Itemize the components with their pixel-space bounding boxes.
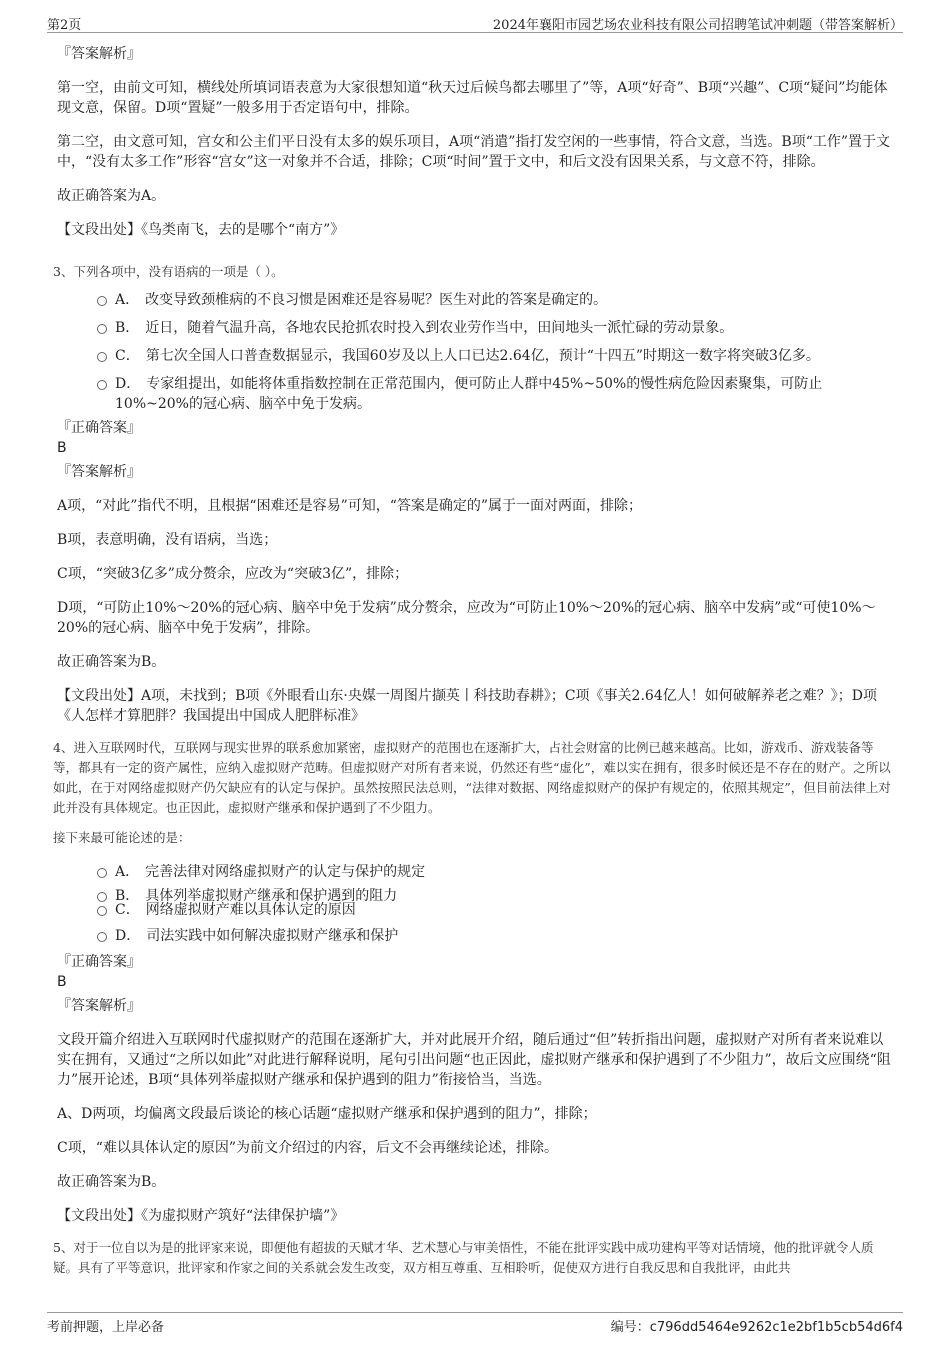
- q2-analysis-p1: 第一空，由前文可知，横线处所填词语表意为大家很想知道“秋天过后候鸟都去哪里了”等，A项“好奇”、B项“兴趣”、C项“疑问”均能体现文意，保留。D项“置疑”一般多用于否定语句中，排除。: [57, 80, 888, 116]
- q3-analysis-a: A项，“对此”指代不明，且根据“困难还是容易”可知，“答案是确定的”属于一面对两面，排除；: [57, 498, 643, 514]
- radio-icon[interactable]: [97, 380, 107, 390]
- q4-analysis-label: 『答案解析』: [57, 998, 141, 1014]
- q3-analysis-c: C项，“突破3亿多”成分赘余，应改为“突破3亿”，排除；: [57, 566, 409, 582]
- q5-question: 5、对于一位自以为是的批评家来说，即便他有超拔的天赋才华、艺术慧心与审美悟性，不能在批评实践中成功建构平等对话情境，他的批评就令人质疑。具有了平等意识，批评家和作家之间的关系就会发生改变，双方相互尊重、互相聆听，促使双方进行自我反思和自我批评，由此共: [53, 1240, 874, 1275]
- q4-source: 【文段出处】《为虚拟财产筑好“法律保护墙”》: [57, 1208, 345, 1224]
- q4-answer-label: 『正确答案』: [57, 954, 141, 970]
- q3-analysis-b: B项，表意明确，没有语病，当选；: [57, 532, 278, 548]
- q4-analysis-main: 文段开篇介绍进入互联网时代虚拟财产的范围在逐渐扩大，并对此展开介绍，随后通过“但”转折指出问题，虚拟财产对所有者来说难以实在拥有，又通过“之所以如此”对此进行解释说明，尾句引出问题“也正因此，虚拟财产继承和保护遇到了不少阻力”，故后文应围绕“阻力”展开论述，B项“具体列举虚拟财产继承和保护遇到的阻力”衔接恰当，当选。: [57, 1032, 891, 1088]
- option-letter: B．: [115, 320, 140, 336]
- page-footer: [47, 1312, 903, 1335]
- q2-conclusion: 故正确答案为A。: [57, 188, 166, 204]
- option-letter: C．: [115, 348, 140, 364]
- q3-options: [95, 290, 893, 414]
- q4-option-d[interactable]: [95, 926, 893, 946]
- q4-analysis-c: C项，“难以具体认定的原因”为前文介绍过的内容，后文不会再继续论述，排除。: [57, 1140, 559, 1156]
- option-text: 具体列举虚拟财产继承和保护遇到的阻力: [145, 888, 398, 904]
- option-text: 司法实践中如何解决虚拟财产继承和保护: [146, 928, 399, 944]
- radio-icon[interactable]: [97, 906, 107, 916]
- q4-question: 4、进入互联网时代，互联网与现实世界的联系愈加紧密，虚拟财产的范围也在逐渐扩大，占社会财富的比例已越来越高。比如，游戏币、游戏装备等等，都具有一定的资产属性，应纳入虚拟财产范畴。但虚拟财产对所有者来说，仍然还有些“虚化”，难以实在拥有，很多时候还是不存在的财产。之所以如此，在于对网络虚拟财产仍欠缺应有的认定与保护。虽然按照民法总则，“法律对数据、网络虚拟财产的保护有规定的，依照其规定”，但目前法律上对此并没有具体规定。也正因此，虚拟财产继承和保护遇到了不少阻力。: [53, 740, 891, 815]
- option-text: 第七次全国人口普查数据显示，我国60岁及以上人口已达2.64亿，预计“十四五”时期这一数字将突破3亿多。: [145, 348, 820, 364]
- option-letter: D．: [115, 928, 141, 944]
- q3-analysis-label: 『答案解析』: [57, 464, 141, 480]
- q4-analysis-ad: A、D两项，均偏离文段最后谈论的核心话题“虚拟财产继承和保护遇到的阻力”，排除；: [57, 1106, 597, 1122]
- q4-option-a[interactable]: [95, 862, 893, 882]
- option-text: 完善法律对网络虚拟财产的认定与保护的规定: [145, 864, 426, 880]
- q3-option-d[interactable]: [95, 374, 893, 414]
- q3-source: 【文段出处】A项，未找到；B项《外眼看山东·央媒一周图片撷英丨科技助春耕》；C项《事关2.64亿人！如何破解养老之难？》；D项《人怎样才算肥胖？我国提出中国成人肥胖标准》: [57, 688, 877, 724]
- option-text: 改变导致颈椎病的不良习惯是困难还是容易呢？医生对此的答案是确定的。: [145, 292, 608, 308]
- q4-prompt: 接下来最可能论述的是：: [53, 830, 191, 845]
- q3-conclusion: 故正确答案为B。: [57, 654, 166, 670]
- option-letter: D．: [115, 376, 141, 392]
- code-label: 编号：: [610, 1320, 650, 1335]
- q4-answer: B: [57, 974, 67, 990]
- q2-source: 【文段出处】《鸟类南飞，去的是哪个“南方”》: [57, 222, 345, 238]
- radio-icon[interactable]: [97, 324, 107, 334]
- page-content: [53, 44, 893, 1278]
- q2-analysis-label: 『答案解析』: [57, 46, 141, 62]
- option-letter: A．: [115, 292, 140, 308]
- option-letter: A．: [115, 864, 140, 880]
- q4-option-c[interactable]: [95, 900, 893, 920]
- code-value: c796dd5464e9262c1e2bf1b5cb54d6f4: [649, 1320, 903, 1335]
- document-code: [611, 1316, 903, 1335]
- q3-option-b[interactable]: [95, 318, 893, 338]
- q3-question: 3、下列各项中，没有语病的一项是（ ）。: [53, 264, 284, 279]
- q3-option-a[interactable]: [95, 290, 893, 310]
- option-text: 近日，随着气温升高，各地农民抢抓农时投入到农业劳作当中，田间地头一派忙碌的劳动景象。: [145, 320, 734, 336]
- q2-analysis-p2: 第二空，由文意可知，宫女和公主们平日没有太多的娱乐项目，A项“消遣”指打发空闲的一些事情，符合文意，当选。B项“工作”置于文中，“没有太多工作”形容“宫女”这一对象并不合适，排除；C项“时间”置于文中，和后文没有因果关系，与文意不符，排除。: [57, 134, 891, 170]
- page-number: 第2页: [47, 18, 82, 33]
- option-letter: B．: [115, 888, 140, 904]
- q4-conclusion: 故正确答案为B。: [57, 1174, 166, 1190]
- footer-slogan: 考前押题，上岸必备: [47, 1320, 165, 1335]
- q3-option-c[interactable]: [95, 346, 893, 366]
- q3-answer: B: [57, 440, 67, 456]
- document-title: 2024年襄阳市园艺场农业科技有限公司招聘笔试冲刺题（带答案解析）: [492, 18, 903, 33]
- q3-answer-label: 『正确答案』: [57, 420, 141, 436]
- page-header: [47, 12, 903, 33]
- option-text: 专家组提出，如能将体重指数控制在正常范围内，便可防止人群中45%~50%的慢性病危险因素聚集，可防止10%~20%的冠心病、脑卒中免于发病。: [115, 376, 823, 412]
- radio-icon[interactable]: [97, 296, 107, 306]
- q4-options: [95, 862, 893, 946]
- q3-analysis-d: D项，“可防止10%～20%的冠心病、脑卒中免于发病”成分赘余，应改为“可防止10%～20%的冠心病、脑卒中发病”或“可使10%～20%的冠心病、脑卒中免于发病”，排除。: [57, 600, 876, 636]
- radio-icon[interactable]: [97, 868, 107, 878]
- option-text: 网络虚拟财产难以具体认定的原因: [145, 902, 356, 918]
- radio-icon[interactable]: [97, 932, 107, 942]
- option-letter: C．: [115, 902, 140, 918]
- radio-icon[interactable]: [97, 352, 107, 362]
